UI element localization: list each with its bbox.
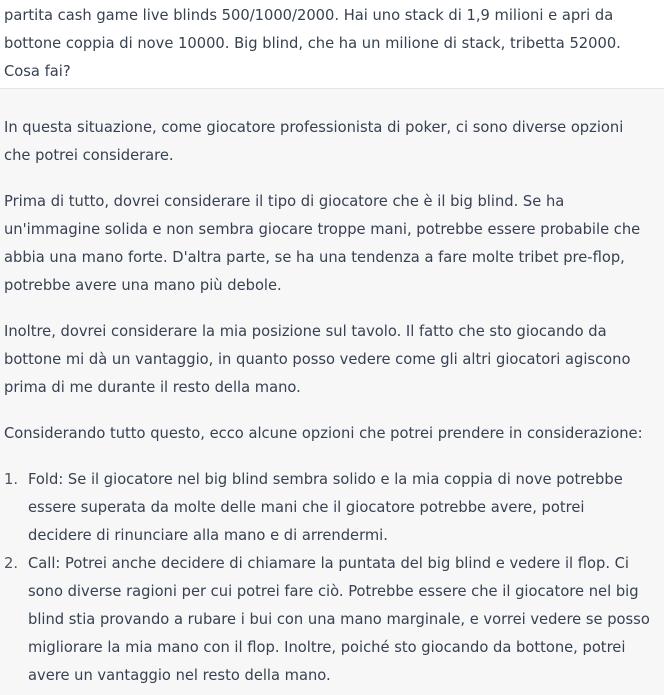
user-message: [0, 0, 664, 89]
assistant-message-content: [4, 114, 652, 690]
assistant-paragraph: Inoltre, dovrei considerare la mia posizione sul tavolo. Il fatto che sto giocando da bottone mi dà un vantaggio, in quanto posso vedere come gli altri giocatori agiscono prima di me durante il resto della mano.: [4, 323, 631, 396]
assistant-paragraph: Considerando tutto questo, ecco alcune opzioni che potrei prendere in considerazione:: [4, 425, 643, 442]
list-item-number: 1.: [4, 471, 19, 488]
user-message-text: partita cash game live blinds 500/1000/2000. Hai uno stack di 1,9 milioni e apri da bottone coppia di nove 10000. Big blind, che ha un milione di stack, tribetta 52000. Cosa fai?: [4, 7, 621, 80]
assistant-paragraph: In questa situazione, come giocatore professionista di poker, ci sono diverse opzioni che potrei considerare.: [4, 119, 624, 164]
assistant-message: [0, 89, 664, 695]
assistant-paragraph: Prima di tutto, dovrei considerare il tipo di giocatore che è il big blind. Se ha un'immagine solida e non sembra giocare troppe mani, potrebbe essere probabile che abbia una mano forte. D'altra parte, se ha una tendenza a fare molte tribet pre-flop, potrebbe avere una mano più debole.: [4, 193, 641, 294]
list-item-text: Call: Potrei anche decidere di chiamare la puntata del big blind e vedere il flop. Ci sono diverse ragioni per cui potrei fare ciò. Potrebbe essere che il giocatore nel big blind stia provando a rubare i bui con una mano marginale, e vorrei vedere se posso migliorare la mia mano con il flop. Inoltre, poiché sto giocando da bottone, potrei avere un vantaggio nel resto della mano.: [28, 555, 650, 684]
list-item: [4, 466, 652, 550]
options-list: [4, 466, 652, 690]
list-item-number: 2.: [4, 555, 19, 572]
list-item-text: Fold: Se il giocatore nel big blind sembra solido e la mia coppia di nove potrebbe essere superata da molte delle mani che il giocatore potrebbe avere, potrei decidere di rinunciare alla mano e di arrendermi.: [28, 471, 623, 544]
list-item: [4, 550, 652, 690]
